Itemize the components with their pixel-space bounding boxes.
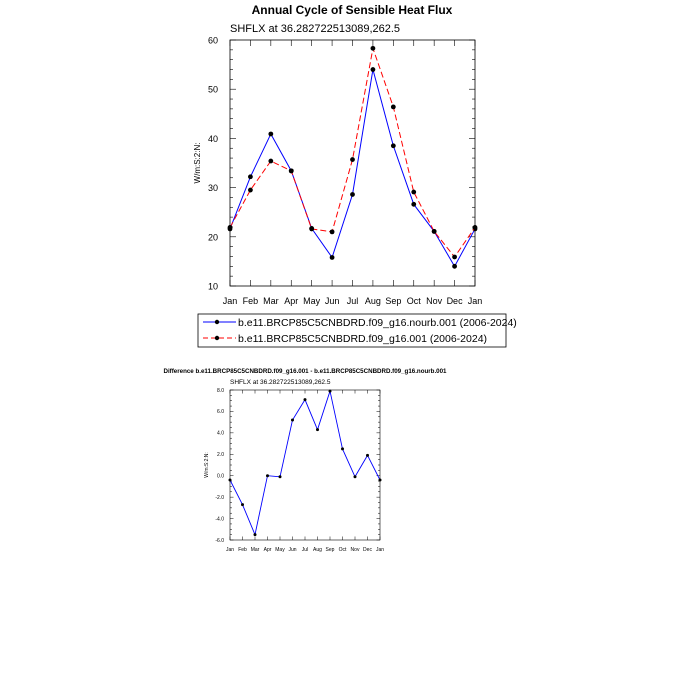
main-series-1-point: [309, 227, 314, 232]
main-x-tick-label: Aug: [364, 296, 381, 306]
main-x-tick-label: Feb: [242, 296, 259, 306]
main-series-0-point: [411, 202, 416, 207]
main-x-tick-label: Jun: [324, 296, 340, 306]
diff-y-tick-label: 2.0: [217, 452, 224, 459]
diff-x-tick-label: Sep: [325, 547, 335, 553]
diff-x-tick-label: May: [275, 547, 285, 553]
diff-x-tick-label: Nov: [350, 547, 360, 553]
diff-series-0-point: [329, 390, 332, 393]
main-x-tick-label: Oct: [406, 296, 421, 306]
diff-y-tick-label: 0.0: [217, 473, 224, 480]
main-series-1-point: [473, 225, 478, 230]
main-x-tick-label: Jul: [346, 296, 359, 306]
main-series-1-point: [432, 229, 437, 234]
main-series-1-point: [289, 168, 294, 173]
diff-series-0-point: [366, 454, 369, 457]
diff-y-tick-label: -6.0: [215, 537, 224, 544]
diff-x-tick-label: Aug: [313, 547, 322, 553]
main-plot-frame: [230, 40, 475, 286]
diff-series-0-point: [241, 503, 244, 506]
diff-x-tick-label: Apr: [263, 547, 272, 553]
main-x-tick-label: Nov: [426, 296, 443, 306]
main-series-1-point: [411, 190, 416, 195]
main-series-1-point: [268, 159, 273, 164]
main-series-0-point: [248, 174, 253, 179]
main-series-0-point: [452, 264, 457, 269]
main-series-0-point: [350, 192, 355, 197]
diff-plot-frame: [230, 390, 380, 540]
diff-chart-subtitle: SHFLX at 36.282722513089,262.5: [230, 379, 331, 386]
main-x-tick-label: Apr: [284, 296, 299, 306]
diff-series-0-point: [379, 479, 382, 482]
diff-y-tick-label: 6.0: [217, 409, 224, 416]
diff-y-tick-label: -4.0: [215, 516, 224, 523]
diff-series-0-point: [341, 447, 344, 450]
diff-y-tick-label: 8.0: [217, 387, 224, 394]
diff-series-0-point: [316, 428, 319, 431]
diff-series-line-0: [230, 391, 380, 535]
main-y-tick-label: 50: [207, 84, 218, 95]
main-x-tick-label: Jan: [467, 296, 483, 306]
diff-series-0-point: [229, 479, 232, 482]
main-y-tick-label: 30: [207, 183, 218, 194]
diff-x-tick-label: Feb: [238, 547, 247, 553]
main-series-0-point: [330, 255, 335, 260]
main-x-tick-label: Mar: [263, 296, 279, 306]
diff-series-0-point: [254, 533, 257, 536]
diff-series-0-point: [266, 474, 269, 477]
main-series-line-1: [230, 48, 475, 257]
main-x-tick-label: Sep: [385, 296, 402, 306]
main-chart-subtitle: SHFLX at 36.282722513089,262.5: [230, 23, 401, 35]
main-series-1-point: [228, 225, 233, 230]
diff-series-0-point: [291, 419, 294, 422]
main-series-1-point: [248, 188, 253, 193]
main-y-tick-label: 40: [207, 133, 218, 144]
main-series-0-point: [371, 67, 376, 72]
diff-x-tick-label: Jun: [288, 547, 297, 553]
diff-y-tick-label: 4.0: [217, 430, 224, 437]
diff-chart-y-axis-label: W/m:S:2:N:: [204, 452, 210, 478]
main-series-1-point: [330, 229, 335, 234]
main-x-tick-label: Dec: [446, 296, 463, 306]
diff-chart-title: Difference b.e11.BRCP85C5CNBDRD.f09_g16.001 - b.e11.BRCP85C5CNBDRD.f09_g16.nourb.001: [163, 368, 447, 375]
main-series-0-point: [268, 132, 273, 137]
main-series-1-point: [350, 157, 355, 162]
diff-x-tick-label: Jan: [225, 547, 235, 553]
diff-x-tick-label: Oct: [338, 547, 347, 553]
legend-entry-nourb: [203, 317, 517, 329]
diff-x-tick-label: Jan: [375, 547, 385, 553]
main-chart-y-axis-label: W/m:S:2:N:: [193, 142, 202, 184]
diff-x-tick-label: Jul: [301, 547, 309, 553]
main-y-tick-label: 10: [207, 281, 218, 292]
main-y-tick-label: 20: [207, 232, 218, 243]
main-x-tick-label: May: [303, 296, 321, 306]
diff-x-tick-label: Mar: [250, 547, 260, 553]
legend-entry-urb: [203, 333, 487, 345]
main-x-tick-label: Jan: [222, 296, 238, 306]
main-series-1-point: [452, 255, 457, 260]
diff-y-tick-label: -2.0: [215, 494, 224, 501]
legend-label-nourb: b.e11.BRCP85C5CNBDRD.f09_g16.nourb.001 (2006-2024): [238, 317, 517, 329]
main-y-tick-label: 60: [207, 35, 218, 46]
legend-label-urb: b.e11.BRCP85C5CNBDRD.f09_g16.001 (2006-2024): [238, 333, 488, 345]
main-chart-title: Annual Cycle of Sensible Heat Flux: [251, 3, 453, 17]
main-series-1-point: [391, 105, 396, 110]
main-series-1-point: [371, 46, 376, 51]
diff-series-0-point: [354, 475, 357, 478]
diff-series-0-point: [304, 398, 307, 401]
main-series-0-point: [391, 143, 396, 148]
diff-x-tick-label: Dec: [363, 547, 372, 553]
diff-series-0-point: [279, 475, 282, 478]
